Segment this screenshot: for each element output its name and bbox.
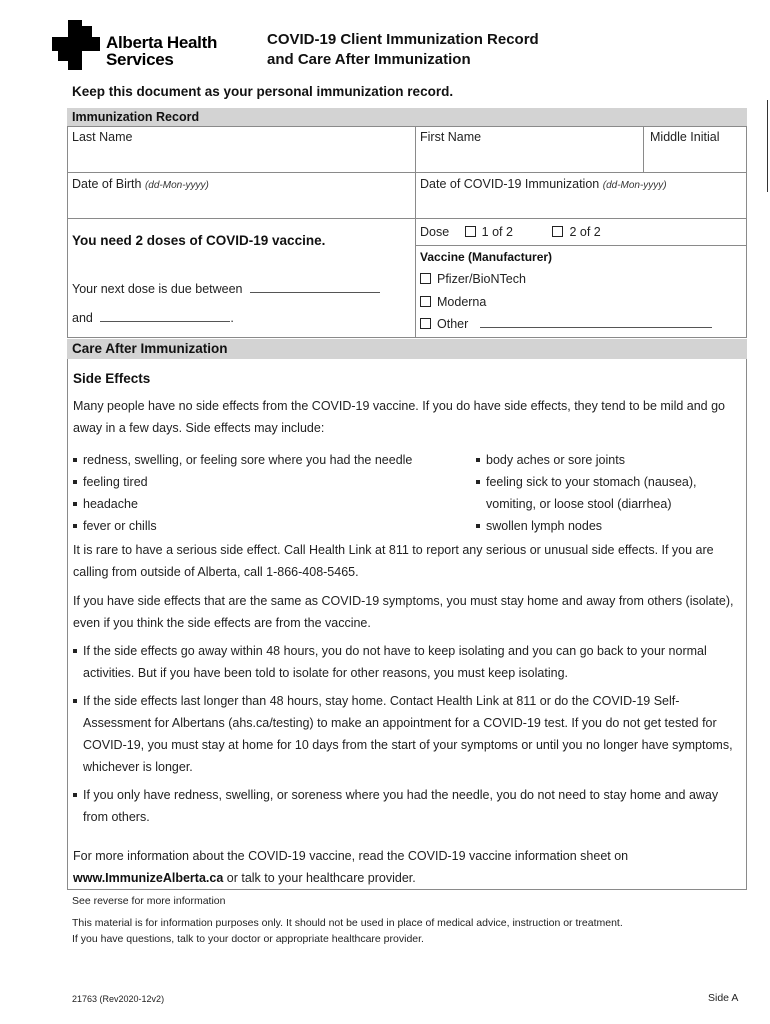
- dose-label: Dose: [420, 225, 450, 239]
- and-label: and: [72, 311, 93, 325]
- care-after-immunization-header: Care After Immunization: [67, 339, 747, 359]
- dose-1-checkbox[interactable]: [465, 226, 476, 237]
- more-info-text: For more information about the COVID-19 vaccine, read the COVID-19 vaccine information sheet on www.ImmunizeAlberta.ca or talk to your healthcare provider.: [73, 849, 629, 885]
- next-dose-label: Your next dose is due between: [72, 282, 243, 296]
- moderna-checkbox[interactable]: [420, 296, 431, 307]
- and-period: .: [230, 311, 234, 325]
- dob-label: Date of Birth: [72, 177, 142, 191]
- other-checkbox[interactable]: [420, 318, 431, 329]
- isolation-note: If you have side effects that are the same as COVID-19 symptoms, you must stay home and away from others (isolate), even if you think the side effects are from the vaccine.: [73, 594, 734, 630]
- dose-row: [420, 225, 601, 239]
- side-effects-left-column: [73, 449, 473, 537]
- isolation-bullet-needle: If you only have redness, swelling, or soreness where you had the needle, you do not need to stay home and away from others.: [73, 784, 743, 828]
- divider: [415, 245, 747, 246]
- and-row: [72, 311, 234, 325]
- more-info: [73, 845, 743, 889]
- list-item: feeling tired: [73, 471, 473, 493]
- imm-date-format: (dd-Mon-yyyy): [602, 180, 667, 191]
- last-name-label: Last Name: [72, 130, 133, 144]
- first-name-label: First Name: [420, 130, 482, 144]
- dose-option-1[interactable]: 1 of 2: [465, 225, 513, 239]
- first-name-field[interactable]: [420, 130, 481, 144]
- ahs-logo-icon: [52, 20, 100, 70]
- divider: [67, 218, 747, 219]
- other-vaccine-input[interactable]: [480, 318, 712, 328]
- divider: [415, 126, 416, 338]
- list-item: body aches or sore joints: [476, 449, 746, 471]
- logo-line-2: Services: [106, 50, 174, 69]
- vaccine-option-moderna[interactable]: Moderna: [420, 295, 486, 309]
- next-dose-row: [72, 282, 380, 296]
- side-effects-intro: Many people have no side effects from the COVID-19 vaccine. If you do have side effects, they tend to be mild and go away in a few days. Side effects may include:: [73, 399, 726, 435]
- immunize-alberta-link[interactable]: www.ImmunizeAlberta.ca: [73, 871, 224, 885]
- immunization-date-field[interactable]: [420, 177, 667, 191]
- see-reverse: See reverse for more information: [72, 895, 226, 907]
- isolation-bullet-longer: If the side effects last longer than 48 hours, stay home. Contact Health Link at 811 or do the COVID-19 Self-Assessment for Albertans (ahs.ca/testing) to make an appointment for a COVID-19 test. If you do not get tested for COVID-19, you must stay at home for 10 days from the start of your symptoms or until you no longer have symptoms, whichever is longer.: [73, 690, 743, 778]
- middle-initial-label: Middle Initial: [650, 130, 720, 144]
- side-label: Side A: [708, 992, 739, 1004]
- list-item: swollen lymph nodes: [476, 515, 746, 537]
- divider: [643, 126, 644, 172]
- side-effects-right-column: [476, 449, 746, 537]
- form-code: 21763 (Rev2020-12v2): [72, 994, 165, 1004]
- immunization-record-header: Immunization Record: [67, 108, 747, 126]
- date-of-birth-field[interactable]: [72, 177, 209, 191]
- list-item: headache: [73, 493, 473, 515]
- vaccine-option-other[interactable]: Other: [420, 317, 712, 331]
- immunization-record-box: [67, 108, 747, 338]
- disclaimer: This material is for information purposes only. It should not be used in place of medical advice, instruction or treatment. If you have questions, talk to your doctor or appropriate healthcare provider.: [72, 917, 623, 945]
- vaccine-option-pfizer[interactable]: Pfizer/BioNTech: [420, 272, 526, 286]
- isolation-bullet-48h: If the side effects go away within 48 hours, you do not have to keep isolating and you can go back to your normal activities. But if you have been told to isolate for other reasons, you must keep isolating.: [73, 640, 743, 684]
- dose-option-2[interactable]: 2 of 2: [552, 225, 600, 239]
- side-effects-heading: Side Effects: [73, 371, 151, 386]
- list-item: fever or chills: [73, 515, 473, 537]
- margin-line: [767, 100, 768, 192]
- ahs-logo: [52, 20, 222, 72]
- next-dose-end-input[interactable]: [100, 312, 230, 322]
- logo-line-1: Alberta Health: [106, 33, 218, 52]
- imm-date-label: Date of COVID-19 Immunization: [420, 177, 600, 191]
- vaccine-label: Vaccine (Manufacturer): [420, 250, 553, 264]
- keep-notice: Keep this document as your personal immunization record.: [72, 84, 454, 99]
- title-line-2: and Care After Immunization: [267, 51, 471, 68]
- ahs-logo-text: [106, 34, 217, 68]
- rare-side-effect-note: It is rare to have a serious side effect. Call Health Link at 811 to report any serious or unusual side effects. If you are calling from outside of Alberta, call 1-866-408-5465.: [73, 543, 714, 579]
- list-item: redness, swelling, or feeling sore where you had the needle: [73, 449, 473, 471]
- last-name-field[interactable]: [72, 130, 132, 144]
- dose-2-checkbox[interactable]: [552, 226, 563, 237]
- dob-format: (dd-Mon-yyyy): [144, 180, 209, 191]
- doses-needed: You need 2 doses of COVID-19 vaccine.: [72, 233, 326, 248]
- divider: [67, 172, 747, 173]
- title-line-1: COVID-19 Client Immunization Record: [267, 31, 539, 48]
- document-title: [267, 30, 539, 70]
- divider: [67, 126, 747, 127]
- pfizer-checkbox[interactable]: [420, 273, 431, 284]
- next-dose-start-input[interactable]: [250, 283, 380, 293]
- list-item: feeling sick to your stomach (nausea), vomiting, or loose stool (diarrhea): [476, 471, 746, 515]
- middle-initial-field[interactable]: [650, 130, 719, 144]
